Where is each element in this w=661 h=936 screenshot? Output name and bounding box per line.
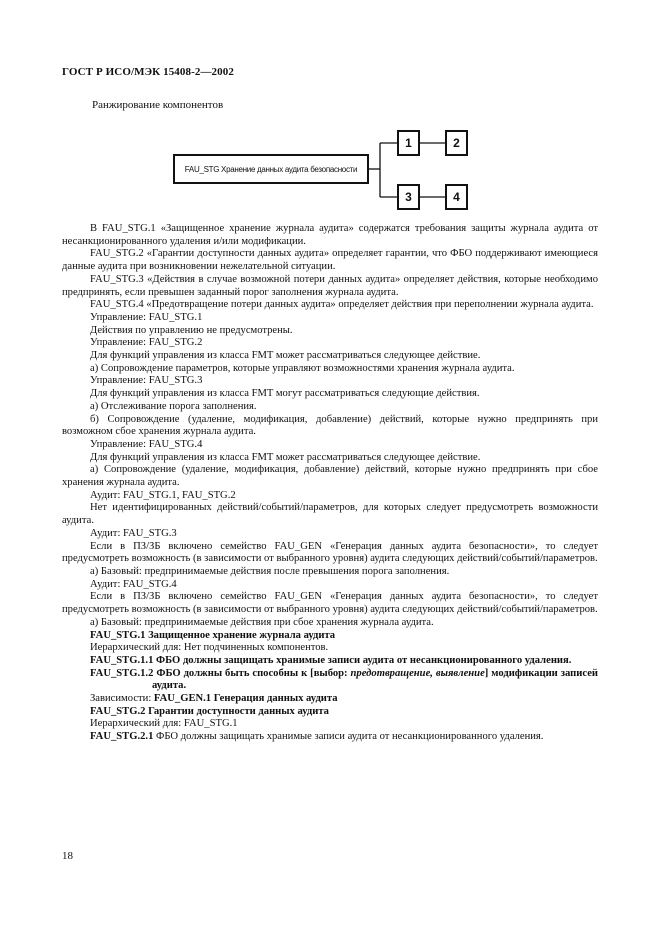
dependencies-label: Зависимости: [90,693,154,705]
element-text: ФБО должны защищать хранимые записи аудита от несанкционированного удаления. [156,654,572,666]
list-item: а) Отслеживание порога заполнения. [90,400,257,412]
management-heading: Управление: FAU_STG.2 [90,337,203,349]
list-item: а) Сопровождение (удаление, модификация, добавление) действий, которые нужно предпринять при сбое хранения журнала аудита. [62,464,598,489]
document-header: ГОСТ Р ИСО/МЭК 15408-2—2002 [62,66,234,78]
paragraph: Если в ПЗ/ЗБ включено семейство FAU_GEN «Генерация данных аудита безопасности», то следует предусмотреть возможность (в зависимости от выбранного уровня) аудита следующих действий/событий/параметров. [62,540,598,565]
hierarchy-line: Иерархический для: Нет подчиненных компонентов. [90,642,329,654]
audit-heading: Аудит: FAU_STG.1, FAU_STG.2 [90,489,236,501]
requirement-element [62,731,598,744]
element-id: FAU_STG.1.1 [90,654,154,666]
fau-stg-family-box: FAU_STG Хранение данных аудита безопасности [173,154,369,184]
element-text: ] модификации записей аудита. [152,667,598,692]
paragraph: FAU_STG.4 «Предотвращение потери данных аудита» определяет действия при переполнении журнала аудита. [90,299,594,311]
element-text: ФБО должны быть способны к [выбор: [156,667,351,679]
paragraph: Нет идентифицированных действий/событий/параметров, для которых следует предусмотреть возможности аудита. [62,502,598,527]
list-item: а) Базовый: предпринимаемые действия после превышения порога заполнения. [90,565,450,577]
audit-heading: Аудит: FAU_STG.3 [90,527,177,539]
component-title: FAU_STG.2 Гарантии доступности данных аудита [90,705,329,717]
management-heading: Управление: FAU_STG.1 [90,311,203,323]
component-box-4: 4 [445,184,468,210]
requirement-element [62,668,598,693]
management-heading: Управление: FAU_STG.4 [90,438,203,450]
element-text: ФБО должны защищать хранимые записи аудита от несанкционированного удаления. [156,731,544,743]
component-box-2: 2 [445,130,468,156]
component-title: FAU_STG.1 Защищенное хранение журнала аудита [90,629,336,641]
management-heading: Управление: FAU_STG.3 [90,375,203,387]
paragraph: Если в ПЗ/ЗБ включено семейство FAU_GEN «Генерация данных аудита безопасности», то следует предусмотреть возможность (в зависимости от выбранного уровня) аудита следующих действий/событий/параметров. [62,591,598,616]
dependencies-line [62,693,598,706]
selection-values: предотвращение, выявление [350,667,485,679]
component-ranking-diagram [0,0,661,230]
element-id: FAU_STG.2.1 [90,731,154,743]
list-item: б) Сопровождение (удаление, модификация, добавление) действий, которые нужно предпринять при возможном сбое хранения журнала аудита. [62,413,598,438]
page-number: 18 [62,850,73,862]
body-text [62,223,598,744]
paragraph: FAU_STG.2 «Гарантии доступности данных аудита» определяет гарантии, что ФБО поддерживают имеющиеся данные аудита при возникновении нежелательной ситуации. [62,248,598,273]
component-box-3: 3 [397,184,420,210]
hierarchy-line: Иерархический для: FAU_STG.1 [90,718,238,730]
paragraph: Для функций управления из класса FMT может рассматриваться следующее действие. [90,350,481,362]
paragraph: Действия по управлению не предусмотрены. [90,324,293,336]
list-item: а) Базовый: предпринимаемые действия при сбое хранения журнала аудита. [90,616,434,628]
diagram-title: Ранжирование компонентов [92,99,224,111]
paragraph: Для функций управления из класса FMT могут рассматриваться следующие действия. [90,388,480,400]
dependency: FAU_GEN.1 Генерация данных аудита [153,693,338,705]
list-item: а) Сопровождение параметров, которые управляют возможностями хранения журнала аудита. [90,362,515,374]
element-id: FAU_STG.1.2 [90,667,154,679]
paragraph: FAU_STG.3 «Действия в случае возможной потери данных аудита» определяет действия, которые необходимо предпринять, если превышен заданный порог заполнения журнала аудита. [62,273,598,298]
audit-heading: Аудит: FAU_STG.4 [90,578,177,590]
requirement-element [62,655,598,668]
paragraph: Для функций управления из класса FMT может рассматриваться следующее действие. [90,451,481,463]
component-box-1: 1 [397,130,420,156]
paragraph: В FAU_STG.1 «Защищенное хранение журнала аудита» содержатся требования защиты журнала аудита от несанкционированного удаления и/или модификации. [62,223,598,247]
